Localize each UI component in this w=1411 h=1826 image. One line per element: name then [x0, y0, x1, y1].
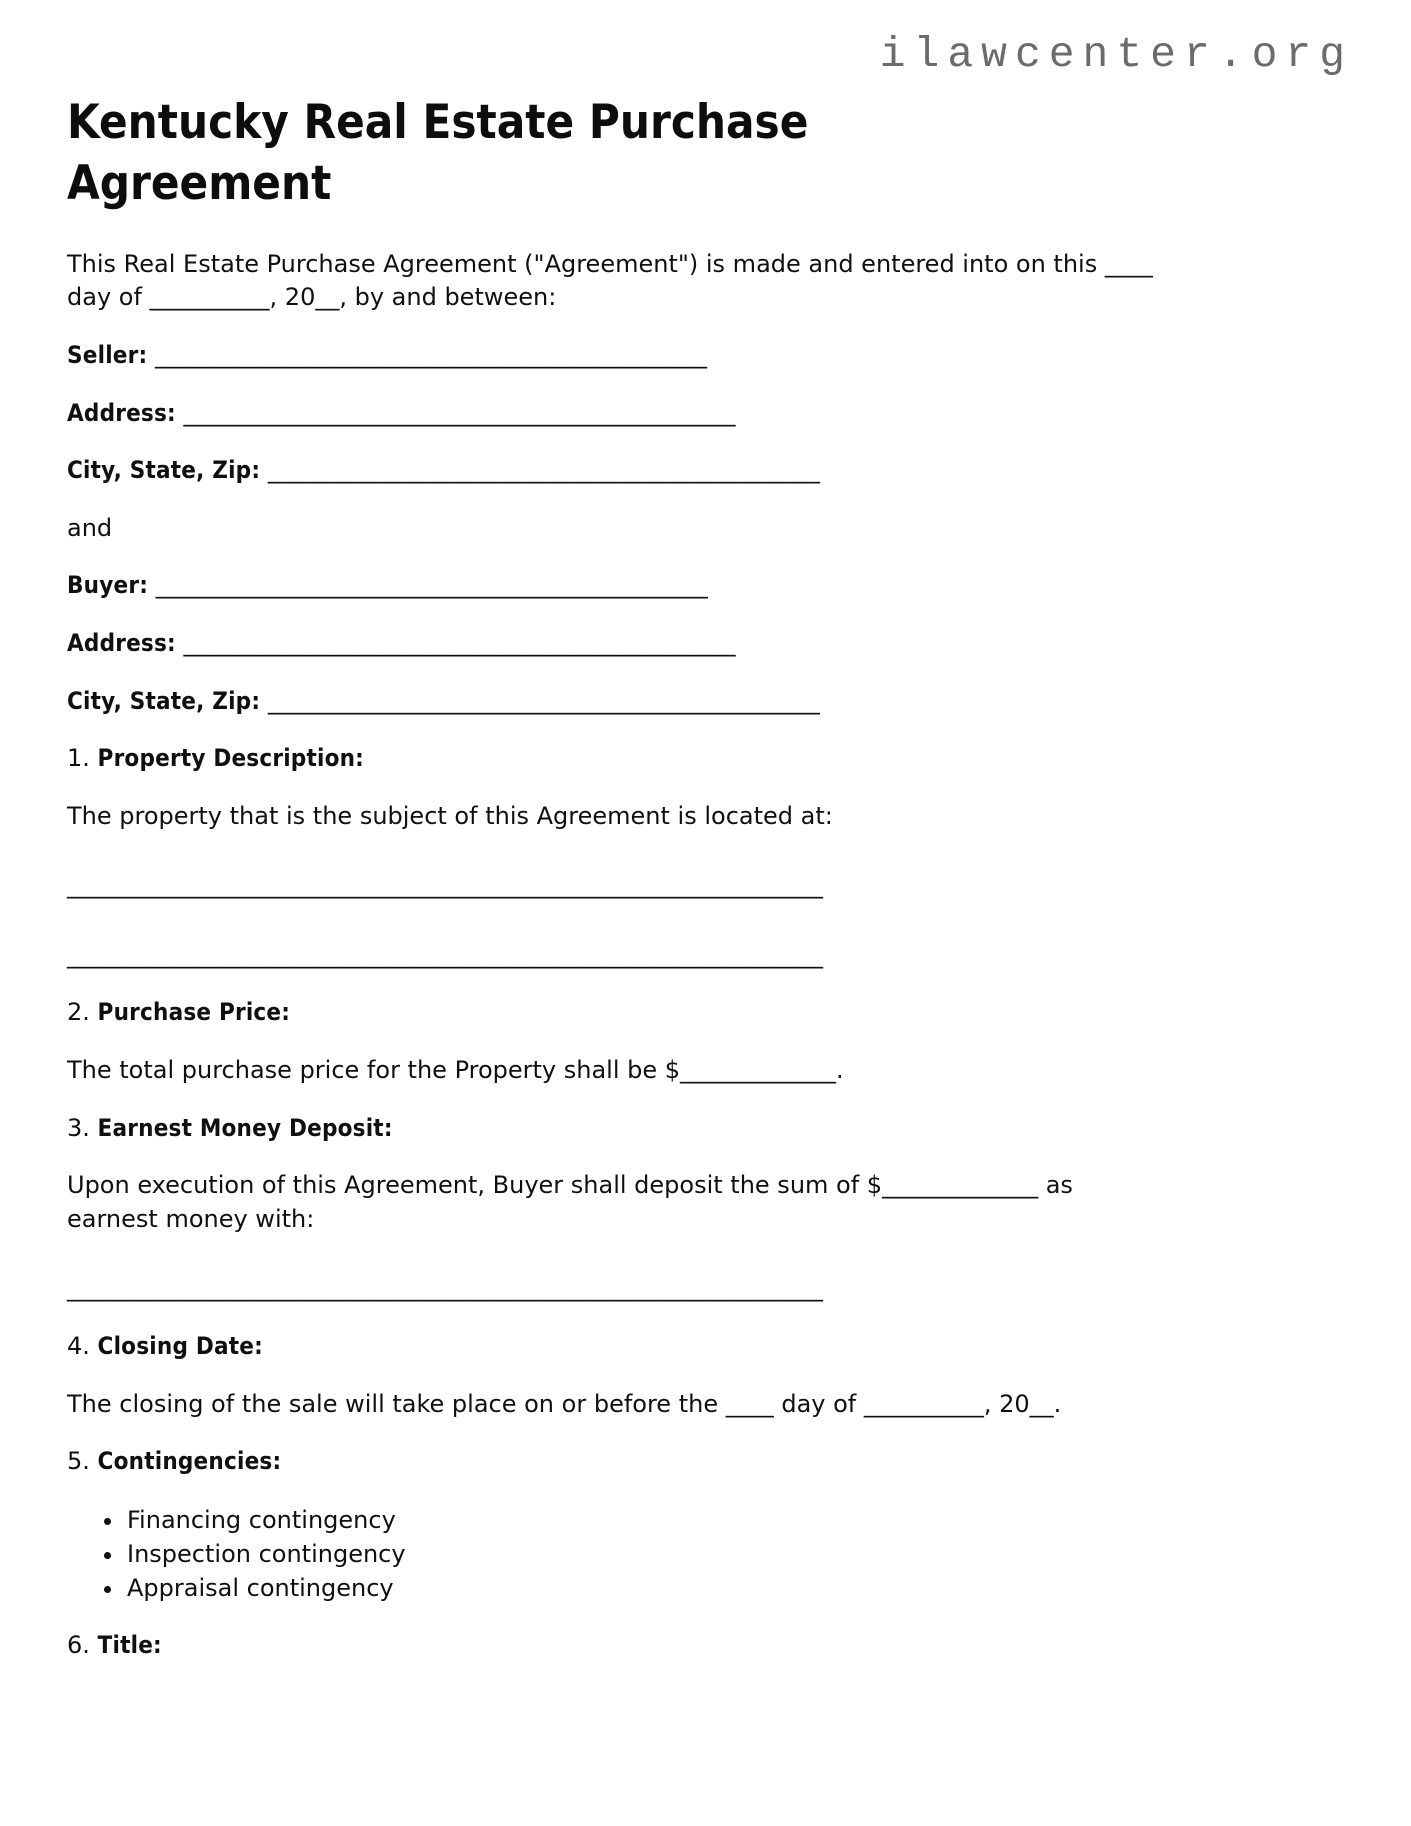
section-1-blank-line-1: _______________________________________________________________ — [67, 871, 823, 900]
field-blank-seller-address: ______________________________________________ — [183, 398, 736, 427]
contingency-list — [67, 1503, 1353, 1605]
section-3-body — [67, 1169, 1353, 1236]
section-4-number: 4. — [67, 1332, 90, 1361]
field-label-buyer-address: Address: — [67, 628, 176, 657]
section-3-heading — [67, 1112, 1353, 1146]
field-blank-seller-city-state-zip: ______________________________________________ — [267, 456, 820, 485]
section-2-title: Purchase Price: — [97, 998, 291, 1027]
field-label-buyer-city-state-zip: City, State, Zip: — [67, 686, 261, 715]
document-title — [67, 93, 1353, 213]
field-blank-buyer-address: ______________________________________________ — [183, 628, 736, 657]
field-buyer-city-state-zip — [67, 685, 1353, 719]
section-4-heading — [67, 1330, 1353, 1364]
section-5-title: Contingencies: — [97, 1447, 282, 1476]
section-3-body-line-1: Upon execution of this Agreement, Buyer shall deposit the sum of $_____________ as — [67, 1171, 1073, 1200]
intro-line-1: This Real Estate Purchase Agreement ("Agreement") is made and entered into on this ____ — [67, 249, 1153, 278]
section-3-title: Earnest Money Deposit: — [97, 1113, 393, 1142]
section-2-heading — [67, 996, 1353, 1030]
site-logo: ilawcenter.org — [879, 30, 1353, 79]
section-1-number: 1. — [67, 744, 90, 773]
contingency-item-inspection: • Inspection contingency — [125, 1537, 1353, 1571]
section-1-blank-line-2: _______________________________________________________________ — [67, 940, 823, 969]
section-1-body: The property that is the subject of this Agreement is located at: — [67, 801, 833, 830]
field-label-seller-city-state-zip: City, State, Zip: — [67, 456, 261, 485]
intro-line-2: day of __________, 20__, by and between: — [67, 283, 557, 312]
field-buyer-address — [67, 627, 1353, 661]
field-blank-buyer-city-state-zip: ______________________________________________ — [267, 686, 820, 715]
section-4-body: The closing of the sale will take place on or before the ____ day of __________, 20__. — [67, 1389, 1062, 1418]
contingency-item-financing: • Financing contingency — [125, 1503, 1353, 1537]
section-5-number: 5. — [67, 1447, 90, 1476]
field-seller-address — [67, 397, 1353, 431]
document-title-line-1: Kentucky Real Estate Purchase — [67, 95, 809, 151]
section-2-body: The total purchase price for the Property shall be $_____________. — [67, 1056, 844, 1085]
section-3-body-line-2: earnest money with: — [67, 1204, 315, 1233]
parties-connector: and — [67, 513, 113, 542]
field-seller-city-state-zip — [67, 454, 1353, 488]
section-2-number: 2. — [67, 998, 90, 1027]
section-4-title: Closing Date: — [97, 1332, 263, 1361]
contingency-item-appraisal: • Appraisal contingency — [125, 1571, 1353, 1605]
section-6-heading — [67, 1629, 1353, 1663]
section-5-heading — [67, 1445, 1353, 1479]
section-3-number: 3. — [67, 1113, 90, 1142]
section-6-number: 6. — [67, 1631, 90, 1660]
section-6-title: Title: — [97, 1631, 162, 1660]
section-1-title: Property Description: — [97, 744, 365, 773]
section-1-heading — [67, 742, 1353, 776]
field-label-seller: Seller: — [67, 340, 148, 369]
document-title-line-2: Agreement — [67, 155, 332, 211]
field-label-buyer: Buyer: — [67, 571, 149, 600]
field-label-seller-address: Address: — [67, 398, 176, 427]
field-buyer-name — [67, 569, 1353, 603]
field-blank-seller: ______________________________________________ — [154, 340, 707, 369]
field-seller-name — [67, 339, 1353, 373]
field-blank-buyer: ______________________________________________ — [155, 571, 708, 600]
section-3-blank-line-1: _______________________________________________________________ — [67, 1274, 823, 1303]
intro-paragraph — [67, 248, 1353, 315]
